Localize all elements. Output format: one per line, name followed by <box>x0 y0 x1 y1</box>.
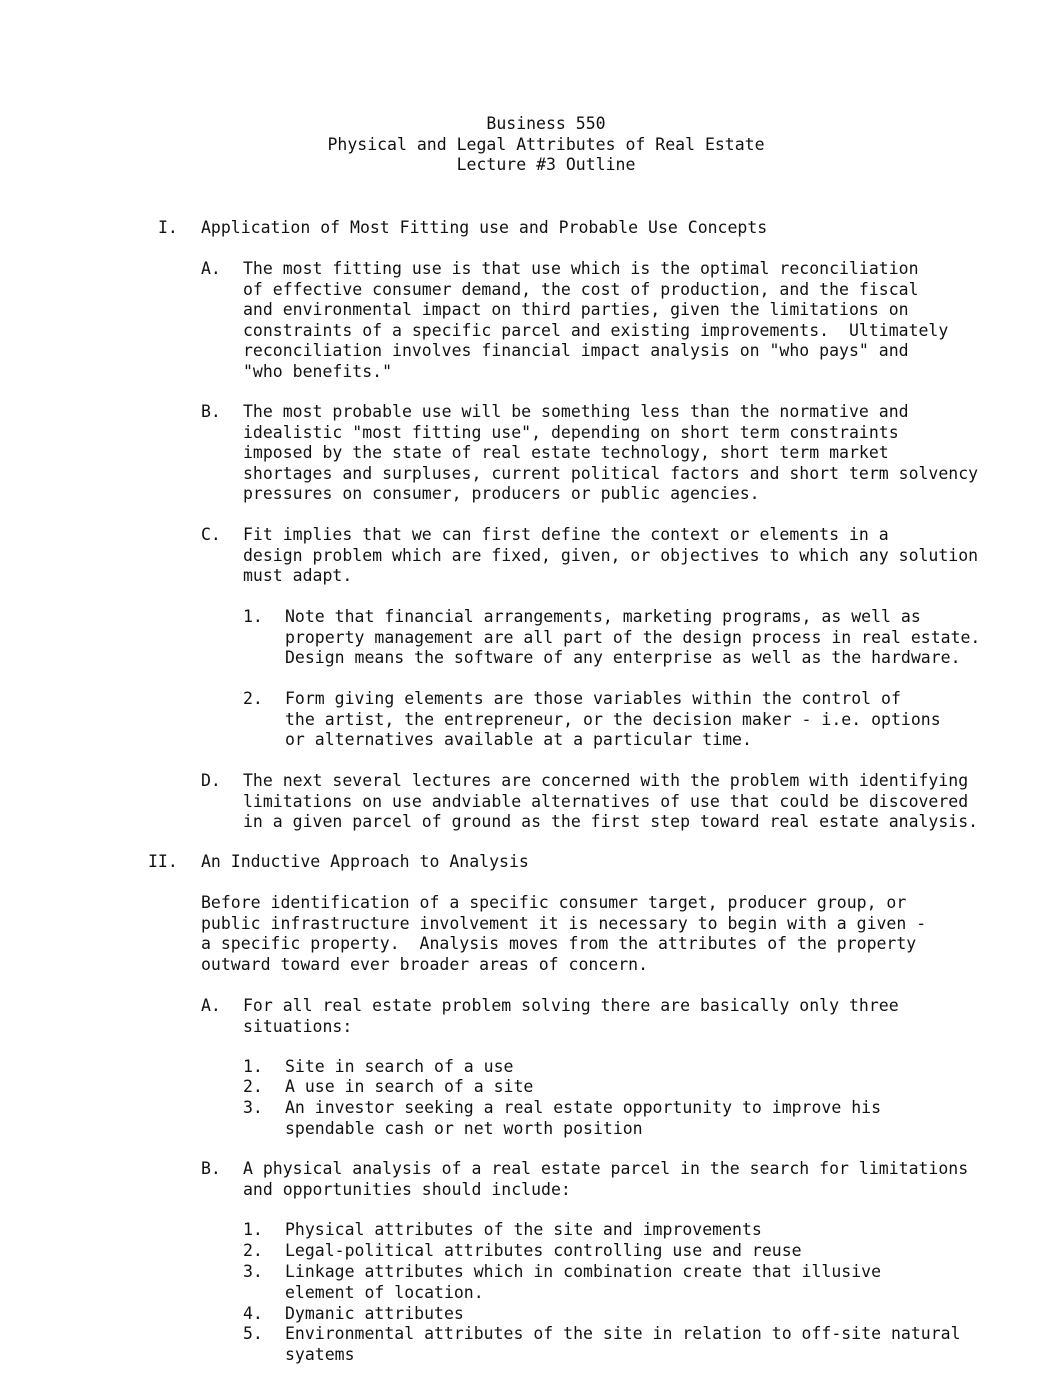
text-line: public infrastructure involvement it is necessary to begin with a given - <box>201 913 927 933</box>
text-line: or alternatives available at a particular time. <box>285 730 752 749</box>
text-line: outward toward ever broader areas of concern. <box>201 954 649 974</box>
text-line: Environmental attributes of the site in relation to off-site natural <box>285 1324 961 1343</box>
section-number: I. <box>158 218 178 237</box>
section-number: II. <box>148 852 178 871</box>
text-line: the artist, the entrepreneur, or the decision maker - i.e. options <box>285 709 941 729</box>
text-line: A physical analysis of a real estate parcel in the search for limitations <box>243 1159 969 1178</box>
text-line: element of location. <box>285 1282 484 1302</box>
text-line: Note that financial arrangements, marketing programs, as well as <box>285 607 921 626</box>
text-line: property management are all part of the design process in real estate. <box>285 627 981 647</box>
subitem-label: 3. <box>243 1098 263 1117</box>
text-line: situations: <box>243 1016 353 1036</box>
text-line: constraints of a specific parcel and existing improvements. Ultimately <box>243 320 949 340</box>
text-line: reconciliation involves financial impact analysis on "who pays" and <box>243 341 909 360</box>
text-line: Linkage attributes which in combination create that illusive <box>285 1262 882 1281</box>
subitem-label: 2. <box>243 1077 263 1096</box>
text-line: imposed by the state of real estate technology, short term market <box>243 443 889 462</box>
text-line: Design means the software of any enterprise as well as the hardware. <box>285 648 961 667</box>
item-label: D. <box>201 771 221 790</box>
text-line: syatems <box>285 1344 355 1364</box>
text-line: design problem which are fixed, given, or objectives to which any solution <box>243 545 979 565</box>
text-line: of effective consumer demand, the cost of production, and the fiscal <box>243 279 919 299</box>
text-line: spendable cash or net worth position <box>285 1118 643 1138</box>
text-line: limitations on use andviable alternatives of use that could be discovered <box>243 791 969 811</box>
text-line: Physical attributes of the site and improvements <box>285 1220 762 1239</box>
text-line: The most probable use will be something less than the normative and <box>243 402 909 421</box>
text-line: and environmental impact on third parties, given the limitations on <box>243 300 909 319</box>
text-line: idealistic "most fitting use", depending on short term constraints <box>243 422 899 442</box>
subitem-label: 5. <box>243 1324 263 1343</box>
section-title: Application of Most Fitting use and Probable Use Concepts <box>201 218 768 237</box>
item-label: A. <box>201 259 221 278</box>
document-title: Physical and Legal Attributes of Real Estate <box>327 134 765 154</box>
subitem-label: 1. <box>243 1220 263 1239</box>
text-line: Legal-political attributes controlling use and reuse <box>285 1241 802 1260</box>
document-subtitle: Lecture #3 Outline <box>456 155 636 174</box>
text-line: Dymanic attributes <box>285 1304 464 1323</box>
text-line: in a given parcel of ground as the first step toward real estate analysis. <box>243 812 979 831</box>
subitem-label: 1. <box>243 1057 263 1076</box>
subitem-label: 3. <box>243 1262 263 1281</box>
subitem-label: 2. <box>243 689 263 708</box>
item-label: A. <box>201 996 221 1015</box>
text-line: and opportunities should include: <box>243 1179 571 1199</box>
text-line: Site in search of a use <box>285 1057 514 1076</box>
document-heading <box>0 114 1062 176</box>
subitem-label: 4. <box>243 1304 263 1323</box>
text-line: A use in search of a site <box>285 1077 534 1096</box>
text-line: Fit implies that we can first define the context or elements in a <box>243 525 889 544</box>
subitem-label: 1. <box>243 607 263 626</box>
text-line: must adapt. <box>243 566 353 585</box>
item-label: B. <box>201 1159 221 1178</box>
text-line: shortages and surpluses, current political factors and short term solvency <box>243 463 979 483</box>
item-label: C. <box>201 525 221 544</box>
text-line: Before identification of a specific consumer target, producer group, or <box>201 893 907 912</box>
text-line: An investor seeking a real estate opportunity to improve his <box>285 1098 882 1117</box>
text-line: "who benefits." <box>243 361 393 381</box>
text-line: pressures on consumer, producers or public agencies. <box>243 484 760 503</box>
text-line: For all real estate problem solving there are basically only three <box>243 996 899 1015</box>
text-line: The next several lectures are concerned with the problem with identifying <box>243 771 969 790</box>
text-line: a specific property. Analysis moves from the attributes of the property <box>201 934 917 953</box>
subitem-label: 2. <box>243 1241 263 1260</box>
text-line: The most fitting use is that use which is the optimal reconciliation <box>243 259 919 278</box>
text-line: Form giving elements are those variables within the control of <box>285 689 901 708</box>
section-title: An Inductive Approach to Analysis <box>201 852 529 871</box>
section-2-intro <box>201 893 1041 975</box>
item-label: B. <box>201 402 221 421</box>
course-title: Business 550 <box>486 114 606 133</box>
